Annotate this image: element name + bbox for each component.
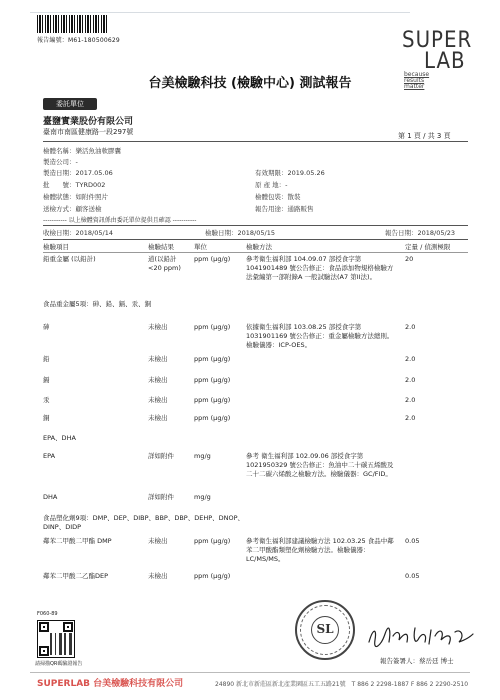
col-header-item: 檢驗項目 (43, 243, 69, 251)
received-date: 收檢日期：2018/05/14 (43, 229, 113, 237)
logo-line-1: SUPER (402, 28, 473, 53)
table-row-unit: mg/g (194, 493, 211, 501)
table-row-item: 食品重金屬5項：砷、鉛、鎘、汞、銅 (43, 300, 152, 308)
sample-disclaimer: ----------- 以上檢體資訊係由委託單位提供且確認 ----------- (43, 217, 197, 224)
seal-center: SL (311, 616, 339, 644)
divider (43, 225, 468, 226)
col-header-unit: 單位 (194, 243, 207, 251)
table-row-limit: 2.0 (405, 414, 416, 422)
logo-line-2: LAB (424, 49, 466, 74)
logo-sub-2: results (404, 77, 425, 84)
divider (43, 239, 468, 240)
lab-seal (295, 600, 355, 660)
client-badge: 委託單位 (43, 98, 97, 110)
divider (43, 141, 468, 142)
table-row-result: 未檢出 (148, 572, 168, 580)
qr-pattern (50, 633, 72, 655)
table-row-limit: 2.0 (405, 323, 416, 331)
table-row-result: 未檢出 (148, 396, 168, 404)
qr-caption: 請掃描QR碼驗證報告 (35, 661, 83, 667)
table-row-result: 道(以鉛計<20 ppm) (148, 255, 181, 272)
table-row-item: 鄰苯二甲酸二甲酯 DMP (43, 537, 112, 545)
sample-batch: 批 號：TYRD002 (43, 181, 106, 189)
barcode (37, 15, 107, 33)
table-row-item: 鄰苯二甲酸二乙酯DEP (43, 572, 109, 580)
footer-rule (30, 672, 470, 673)
report-date: 報告日期：2018/05/23 (385, 229, 455, 237)
table-row-item: 鉛重金屬 (以鉛計) (43, 255, 96, 263)
table-row-result: 詳如附件 (148, 452, 174, 460)
table-row-item: 鉛 (43, 355, 50, 363)
qr-label: F060-89 (37, 611, 58, 617)
top-rule (30, 12, 410, 13)
qr-finder (39, 646, 49, 656)
table-row-result: 未檢出 (148, 376, 168, 384)
client-address: 臺南市南區健康路一段297號 (43, 128, 134, 136)
table-row-unit: ppm (µg/g) (194, 572, 231, 580)
footer-brand: SUPERLAB 台美檢驗科技有限公司 (37, 679, 184, 689)
table-row-item: 鎘 (43, 376, 50, 384)
sample-use: 報告用途：通路販售 (255, 205, 314, 213)
client-company: 臺鹽實業股份有限公司 (43, 117, 134, 127)
table-row-unit: ppm (µg/g) (194, 396, 231, 404)
signature (365, 622, 475, 652)
table-row-limit: 2.0 (405, 396, 416, 404)
table-row-method: 參考衛生福利部 104.09.07 部授食字第1041901489 號公告修正：食品添加物規格檢驗方法彙編第一部附錄A 一般試驗法(A7 第II法)。 (246, 255, 394, 281)
sample-name: 檢體名稱：樂活魚油軟膠囊 (43, 147, 121, 155)
logo-sub-3: matter (404, 83, 425, 90)
page-indicator: 第 1 頁 / 共 3 頁 (398, 132, 451, 140)
table-row-limit: 0.05 (405, 537, 420, 545)
sample-maker: 製造公司：- (43, 158, 78, 166)
divider (43, 252, 468, 253)
table-row-method: 參考衛生福利部建議檢驗方法 102.03.25 食品中鄰苯二甲酸酯類塑化劑檢驗方法。檢驗儀器：LC/MS/MS。 (246, 537, 394, 563)
qr-code (37, 620, 75, 658)
table-row-unit: ppm (µg/g) (194, 537, 231, 545)
table-row-result: 未檢出 (148, 323, 168, 331)
sample-mfg-date: 製造日期：2017.05.06 (43, 169, 113, 177)
table-row-unit: ppm (µg/g) (194, 323, 231, 331)
footer-address: 24890 新北市新莊區新北產業園區五工五路21號 T 886 2 2298-1887 F 886 2 2290-2510 (215, 681, 469, 688)
table-row-result: 詳如附件 (148, 493, 174, 501)
sample-package: 檢體包裝：散裝 (255, 193, 301, 201)
table-row-item: DHA (43, 493, 58, 501)
table-row-method: 依據衛生福利部 103.08.25 部授食字第1031901169 號公告修正：重金屬檢驗方法總則。檢驗儀器：ICP-OES。 (246, 323, 394, 349)
sample-state: 檢體狀態：如附件照片 (43, 193, 108, 201)
table-row-result: 未檢出 (148, 414, 168, 422)
table-row-item: 汞 (43, 396, 50, 404)
sample-expiry: 有效期限：2019.05.26 (255, 169, 325, 177)
table-row-unit: ppm (µg/g) (194, 355, 231, 363)
table-row-unit: ppm (µg/g) (194, 255, 231, 263)
table-row-item: 砷 (43, 323, 50, 331)
table-row-unit: ppm (µg/g) (194, 376, 231, 384)
table-row-limit: 0.05 (405, 572, 420, 580)
table-row-limit: 2.0 (405, 376, 416, 384)
qr-finder (63, 622, 73, 632)
col-header-method: 檢驗方法 (246, 243, 272, 251)
table-row-item: 銅 (43, 414, 50, 422)
table-row-result: 未檢出 (148, 537, 168, 545)
report-number: 報告編號：M61-180500629 (37, 37, 120, 44)
col-header-result: 檢驗結果 (148, 243, 174, 251)
table-row-item: 食品塑化劑9項：DMP、DEP、DIBP、BBP、DBP、DEHP、DNOP、DINP、DIDP (43, 514, 245, 531)
signer: 報告簽署人：蔡岳廷 博士 (380, 657, 454, 665)
report-title: 台美檢驗科技 (檢驗中心) 測試報告 (148, 76, 352, 91)
table-row-limit: 2.0 (405, 355, 416, 363)
sample-origin: 原 產 地：- (255, 181, 288, 189)
table-row-limit: 20 (405, 255, 414, 263)
table-row-item: EPA (43, 452, 56, 460)
table-row-item: EPA、DHA (43, 434, 76, 442)
logo-sub-1: because (404, 71, 430, 78)
table-row-method: 參考 衛生福利部 102.09.06 部授食字第1021950329 號公告修正：魚油中二十碳五烯酸及二十二碳六烯酸之檢驗方法。檢驗儀器：GC/FID。 (246, 452, 394, 478)
sample-condition: 送檢方式：顧客送檢 (43, 205, 102, 213)
table-row-result: 未檢出 (148, 355, 168, 363)
col-header-limit: 定量 / 偵測極限 (405, 243, 451, 251)
qr-finder (39, 622, 49, 632)
table-row-unit: mg/g (194, 452, 211, 460)
table-row-unit: ppm (µg/g) (194, 414, 231, 422)
test-date: 檢驗日期：2018/05/15 (205, 229, 275, 237)
